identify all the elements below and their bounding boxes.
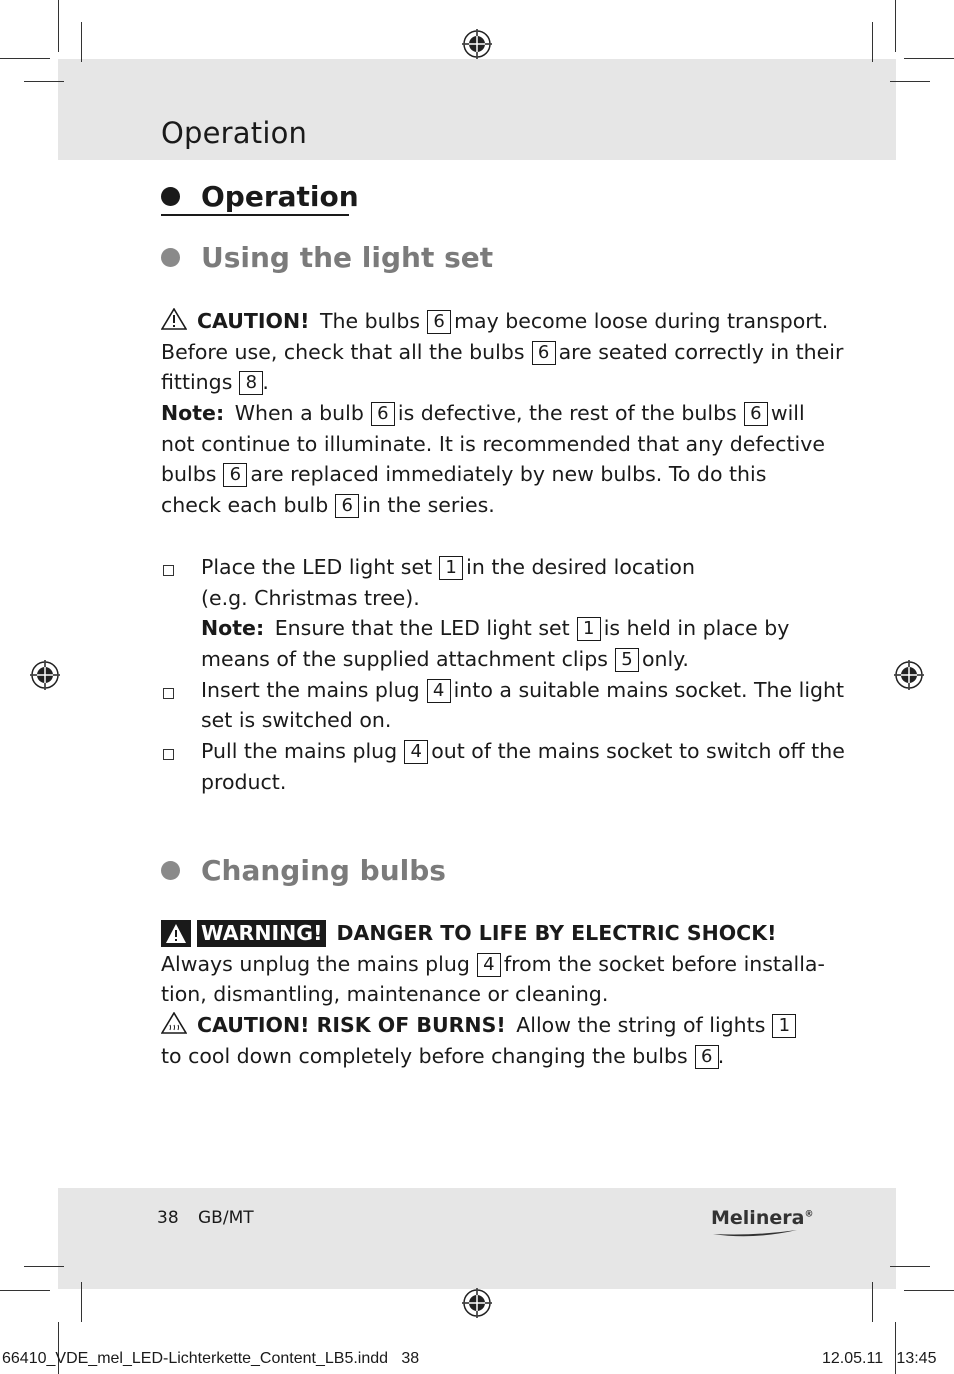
text: Allow the string of lights <box>516 1013 766 1038</box>
region-code: GB/MT <box>198 1208 254 1228</box>
text-line <box>161 337 844 368</box>
part-ref-badge: 1 <box>577 617 601 641</box>
registered-mark: ® <box>804 1209 814 1220</box>
list-item <box>161 675 845 736</box>
crop-mark <box>904 1290 954 1291</box>
list-item <box>161 552 811 675</box>
text-line <box>161 1010 811 1041</box>
slug-filename: 66410_VDE_mel_LED-Lichterkette_Content_LB5.indd 38 <box>2 1350 420 1367</box>
text: Insert the mains plug <box>201 677 420 702</box>
warning-triangle-icon <box>161 920 191 947</box>
part-ref-badge: 6 <box>371 402 395 426</box>
registration-mark-icon <box>462 29 492 59</box>
text-line: set is switched on. <box>201 708 392 733</box>
warning-badge: WARNING! <box>197 920 326 947</box>
part-ref-badge: 6 <box>335 494 359 518</box>
part-ref-badge: 6 <box>427 310 451 334</box>
text: Always unplug the mains plug <box>161 951 470 976</box>
bullet-dot-icon <box>161 248 180 267</box>
part-ref-badge: 6 <box>695 1045 719 1069</box>
part-ref-badge: 8 <box>239 371 263 395</box>
part-ref-badge: 4 <box>404 740 428 764</box>
caution-burns-label: CAUTION! RISK OF BURNS! <box>197 1013 506 1038</box>
heading-text: Operation <box>201 180 359 213</box>
crop-mark <box>81 22 82 62</box>
text-line <box>161 490 811 521</box>
part-ref-badge: 6 <box>223 463 247 487</box>
crop-mark <box>904 58 954 59</box>
text: fittings <box>161 370 233 395</box>
slug-datetime: 12.05.11 13:45 <box>822 1350 937 1367</box>
warning-headline: DANGER TO LIFE BY ELECTRIC SHOCK! <box>336 921 777 945</box>
text-line: product. <box>201 769 287 794</box>
part-ref-badge: 1 <box>772 1014 796 1038</box>
text: are seated correctly in their <box>558 339 844 364</box>
text: . <box>262 370 269 395</box>
step-checkbox-icon <box>163 688 174 699</box>
text: The bulbs <box>320 309 421 333</box>
registration-mark-icon <box>30 660 60 690</box>
text-line <box>161 398 811 429</box>
text: only. <box>641 647 689 672</box>
crop-mark <box>24 1266 64 1267</box>
text-line <box>161 918 811 949</box>
part-ref-badge: 1 <box>439 556 463 580</box>
heading-text: Changing bulbs <box>201 854 446 887</box>
warning-block <box>161 918 825 1071</box>
caution-label: CAUTION! <box>197 309 310 333</box>
text: to cool down completely before changing the bulbs <box>161 1043 688 1068</box>
page-title: Operation <box>161 116 308 150</box>
brand-swoosh-icon <box>713 1228 797 1238</box>
section-heading-changing <box>161 854 446 887</box>
crop-mark <box>895 0 896 52</box>
text: in the series. <box>362 493 495 518</box>
text-line <box>201 644 811 675</box>
brand-name: Melinera <box>711 1207 805 1229</box>
text: . <box>717 1043 725 1068</box>
section-heading-using <box>161 241 493 274</box>
brand-logo <box>711 1207 813 1229</box>
text-line <box>161 306 829 337</box>
heading-underline <box>161 214 349 216</box>
text: out of the mains socket to switch off the <box>431 739 845 764</box>
text: bulbs <box>161 462 217 487</box>
text-line <box>201 552 811 583</box>
text: means of the supplied attachment clips <box>201 647 608 672</box>
bullet-dot-icon <box>161 861 180 880</box>
step-checkbox-icon <box>163 749 174 760</box>
text-line <box>161 1041 811 1072</box>
instruction-steps <box>161 552 845 798</box>
text: is defective, the rest of the bulbs <box>397 401 737 426</box>
text: Pull the mains plug <box>201 739 398 764</box>
footer-band <box>58 1188 896 1289</box>
hot-surface-triangle-icon <box>161 1012 187 1034</box>
text: When a bulb <box>234 401 364 426</box>
text: Place the LED light set <box>201 555 433 579</box>
text-line <box>161 949 825 980</box>
text-line <box>201 736 845 767</box>
crop-mark <box>872 1282 873 1322</box>
text-line: (e.g. Christmas tree). <box>201 585 420 610</box>
text: check each bulb <box>161 493 329 518</box>
text: are replaced immediately by new bulbs. To do this <box>250 462 767 487</box>
part-ref-badge: 6 <box>532 341 556 365</box>
text-line: tion, dismantling, maintenance or cleaning. <box>161 982 609 1007</box>
text: may become loose during transport. <box>454 309 829 333</box>
section-heading-operation <box>161 180 359 213</box>
text-line <box>161 459 811 490</box>
text: will <box>770 401 805 426</box>
text: is held in place by <box>603 616 790 641</box>
text: into a suitable mains socket. The light <box>453 677 845 702</box>
heading-text: Using the light set <box>201 241 494 274</box>
step-checkbox-icon <box>163 565 174 576</box>
part-ref-badge: 6 <box>744 402 768 426</box>
caution-block <box>161 306 844 521</box>
text-line: not continue to illuminate. It is recommended that any defective <box>161 431 825 456</box>
text: Before use, check that all the bulbs <box>161 339 525 364</box>
crop-mark <box>58 0 59 52</box>
crop-mark <box>872 22 873 62</box>
list-item <box>161 736 845 797</box>
note-label: Note: <box>201 616 265 641</box>
page-number: 38 <box>157 1208 179 1228</box>
crop-mark <box>890 81 930 82</box>
bullet-dot-icon <box>161 187 180 206</box>
crop-mark <box>0 1290 50 1291</box>
crop-mark <box>81 1282 82 1322</box>
text: in the desired location <box>466 555 695 579</box>
part-ref-badge: 4 <box>477 953 501 977</box>
text: from the socket before installa- <box>503 951 825 976</box>
crop-mark <box>24 81 64 82</box>
text-line <box>201 613 811 644</box>
crop-mark <box>0 58 50 59</box>
note-label: Note: <box>161 401 225 426</box>
text: Ensure that the LED light set <box>274 616 570 641</box>
registration-mark-icon <box>894 660 924 690</box>
caution-triangle-icon <box>161 308 187 330</box>
text-line <box>161 367 811 398</box>
crop-mark <box>890 1266 930 1267</box>
part-ref-badge: 5 <box>615 648 639 672</box>
part-ref-badge: 4 <box>427 679 451 703</box>
registration-mark-icon <box>462 1288 492 1318</box>
text-line <box>201 675 845 706</box>
